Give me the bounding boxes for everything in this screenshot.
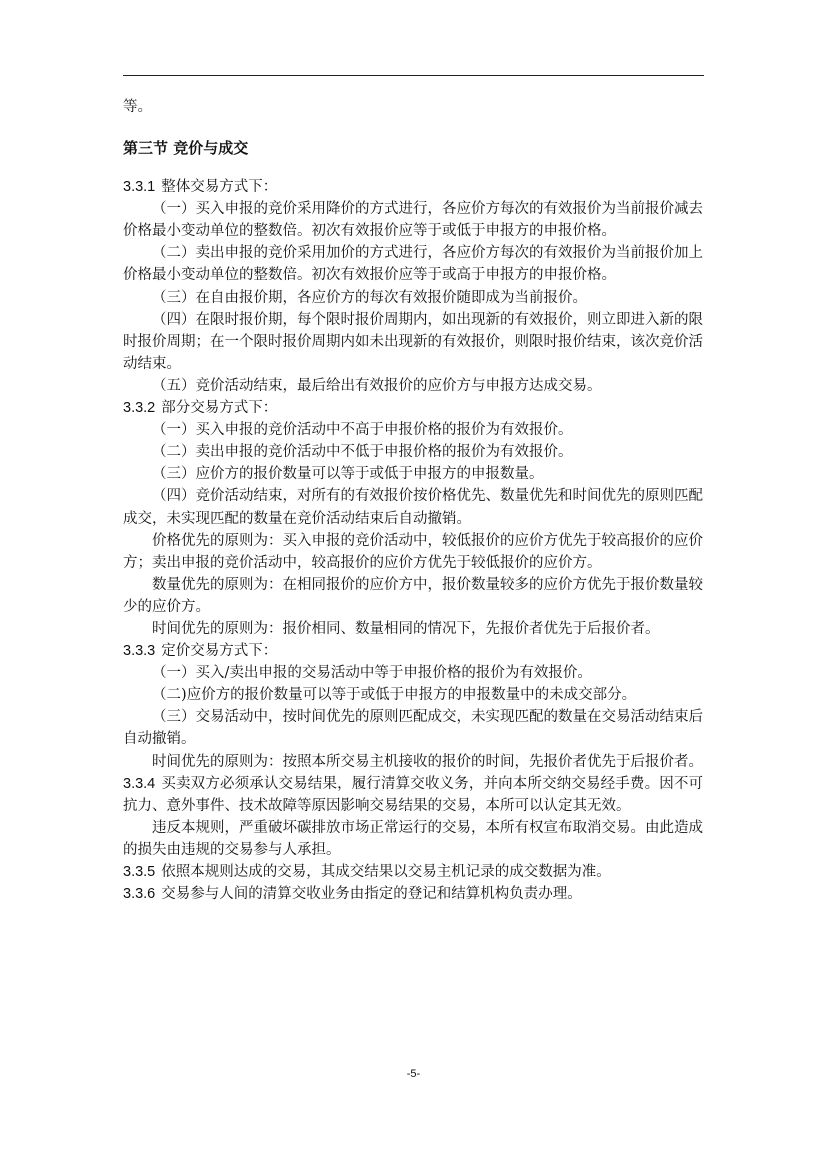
clause-number: 3.3.4 bbox=[123, 775, 156, 792]
clause-text: 整体交易方式下： bbox=[161, 179, 278, 196]
document-body bbox=[123, 96, 703, 905]
paragraph: 数量优先的原则为：在相同报价的应价方中，报价数量较多的应价方优先于报价数量较少的应价方。 bbox=[123, 576, 703, 615]
clause-text: 交易参与人间的清算交收业务由指定的登记和结算机构负责办理。 bbox=[161, 886, 582, 903]
clause-text: 依照本规则达成的交易，其成交结果以交易主机记录的成交数据为准。 bbox=[161, 864, 611, 880]
clause-3-3-5 bbox=[123, 861, 703, 883]
paragraph: （四）竞价活动结束，对所有的有效报价按价格优先、数量优先和时间优先的原则匹配成交，未实现匹配的数量在竞价活动结束后自动撤销。 bbox=[123, 488, 703, 527]
clause-number: 3.3.2 bbox=[123, 400, 156, 417]
clause-3-3-1 bbox=[123, 176, 703, 198]
paragraph: （三）在自由报价期，各应价方的每次有效报价随即成为当前报价。 bbox=[152, 289, 587, 306]
paragraph: 价格优先的原则为：买入申报的竞价活动中，较低报价的应价方优先于较高报价的应价方；卖出申报的竞价活动中，较高报价的应价方优先于较低报价的应价方。 bbox=[123, 532, 703, 571]
paragraph: 时间优先的原则为：报价相同、数量相同的情况下，先报价者优先于后报价者。 bbox=[152, 620, 660, 637]
paragraph: （五）竞价活动结束，最后给出有效报价的应价方与申报方达成交易。 bbox=[152, 377, 602, 394]
paragraph: （三）应价方的报价数量可以等于或低于申报方的申报数量。 bbox=[152, 466, 544, 483]
clause-3-3-2 bbox=[123, 397, 703, 419]
clause-3-3-6 bbox=[123, 883, 703, 905]
clause-text: 买卖双方必须承认交易结果，履行清算交收义务，并向本所交纳交易经手费。因不可抗力、意外事件、技术故障等原因影响交易结果的交易，本所可以认定其无效。 bbox=[123, 775, 703, 814]
clause-3-3-3 bbox=[123, 640, 703, 662]
clause-number: 3.3.5 bbox=[123, 864, 156, 880]
paragraph: 时间优先的原则为：按照本所交易主机接收的报价的时间，先报价者优先于后报价者。 bbox=[152, 753, 703, 770]
page-number: -5- bbox=[406, 1068, 421, 1080]
clause-text: 部分交易方式下： bbox=[161, 400, 278, 417]
continued-text: 等。 bbox=[123, 99, 152, 115]
paragraph: （三）交易活动中，按时间优先的原则匹配成交，未实现匹配的数量在交易活动结束后自动撤销。 bbox=[123, 709, 703, 748]
clause-3-3-4 bbox=[123, 773, 703, 817]
header-rule bbox=[123, 75, 704, 76]
clause-number: 3.3.6 bbox=[123, 886, 156, 903]
paragraph: 违反本规则，严重破坏碳排放市场正常运行的交易，本所有权宣布取消交易。由此造成的损失由违规的交易参与人承担。 bbox=[123, 819, 703, 858]
clause-number: 3.3.1 bbox=[123, 179, 156, 196]
paragraph: （二)应价方的报价数量可以等于或低于申报方的申报数量中的未成交部分。 bbox=[152, 687, 637, 704]
paragraph: （二）卖出申报的竞价活动中不低于申报价格的报价为有效报价。 bbox=[152, 444, 573, 461]
paragraph: （二）卖出申报的竞价采用加价的方式进行，各应价方每次的有效报价为当前报价加上价格最小变动单位的整数倍。初次有效报价应等于或高于申报方的申报价格。 bbox=[123, 245, 703, 284]
paragraph: （一）买入申报的竞价采用降价的方式进行，各应价方每次的有效报价为当前报价减去价格最小变动单位的整数倍。初次有效报价应等于或低于申报方的申报价格。 bbox=[123, 201, 703, 240]
paragraph: （一）买入申报的竞价活动中不高于申报价格的报价为有效报价。 bbox=[152, 422, 573, 439]
paragraph: （一）买入/卖出申报的交易活动中等于申报价格的报价为有效报价。 bbox=[152, 665, 592, 682]
section-title: 第三节 竞价与成交 bbox=[123, 139, 249, 158]
clause-text: 定价交易方式下： bbox=[161, 643, 278, 660]
clause-number: 3.3.3 bbox=[123, 643, 156, 660]
paragraph: （四）在限时报价期，每个限时报价周期内，如出现新的有效报价，则立即进入新的限时报价周期；在一个限时报价周期内如未出现新的有效报价，则限时报价结束，该次竞价活动结束。 bbox=[123, 311, 703, 372]
